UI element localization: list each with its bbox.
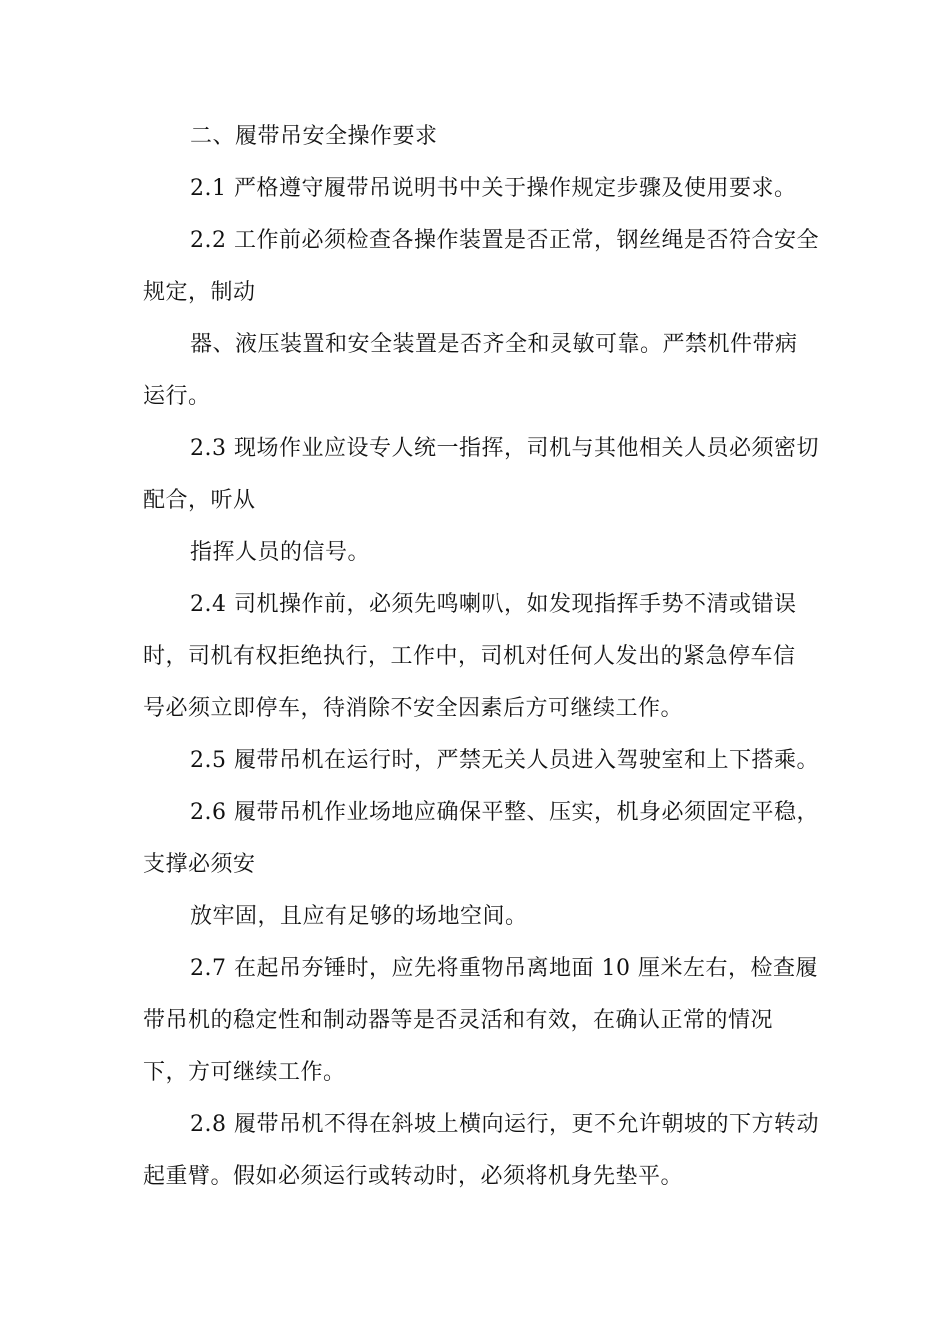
paragraph-line: 号必须立即停车，待消除不安全因素后方可继续工作。 (143, 696, 684, 721)
paragraph-line: 指挥人员的信号。 (190, 540, 371, 565)
paragraph-line: 2.4 司机操作前，必须先鸣喇叭，如发现指挥手势不清或错误 (190, 592, 797, 617)
paragraph-line: 配合，听从 (143, 488, 256, 513)
paragraph-line: 下，方可继续工作。 (143, 1060, 346, 1085)
paragraph-line: 器、液压装置和安全装置是否齐全和灵敏可靠。严禁机件带病 (190, 332, 798, 357)
paragraph-line: 2.3 现场作业应设专人统一指挥，司机与其他相关人员必须密切 (190, 436, 819, 461)
paragraph-line: 2.6 履带吊机作业场地应确保平整、压实，机身必须固定平稳， (190, 800, 819, 825)
paragraph-line: 规定，制动 (143, 280, 256, 305)
paragraph-line: 2.8 履带吊机不得在斜坡上横向运行，更不允许朝坡的下方转动 (190, 1112, 819, 1137)
paragraph-line: 2.1 严格遵守履带吊说明书中关于操作规定步骤及使用要求。 (190, 176, 797, 201)
paragraph-line: 起重臂。假如必须运行或转动时，必须将机身先垫平。 (143, 1164, 684, 1189)
paragraph-line: 带吊机的稳定性和制动器等是否灵活和有效，在确认正常的情况 (143, 1008, 774, 1033)
paragraph-line: 2.7 在起吊夯锤时，应先将重物吊离地面 10 厘米左右，检查履 (190, 956, 818, 981)
paragraph-line: 放牢固，且应有足够的场地空间。 (190, 904, 528, 929)
paragraph-line: 2.5 履带吊机在运行时，严禁无关人员进入驾驶室和上下搭乘。 (190, 748, 819, 773)
paragraph-line: 支撑必须安 (143, 852, 256, 877)
section-heading: 二、履带吊安全操作要求 (190, 124, 438, 149)
paragraph-line: 运行。 (143, 384, 211, 409)
paragraph-line: 2.2 工作前必须检查各操作装置是否正常，钢丝绳是否符合安全 (190, 228, 819, 253)
paragraph-line: 时，司机有权拒绝执行，工作中，司机对任何人发出的紧急停车信 (143, 644, 796, 669)
